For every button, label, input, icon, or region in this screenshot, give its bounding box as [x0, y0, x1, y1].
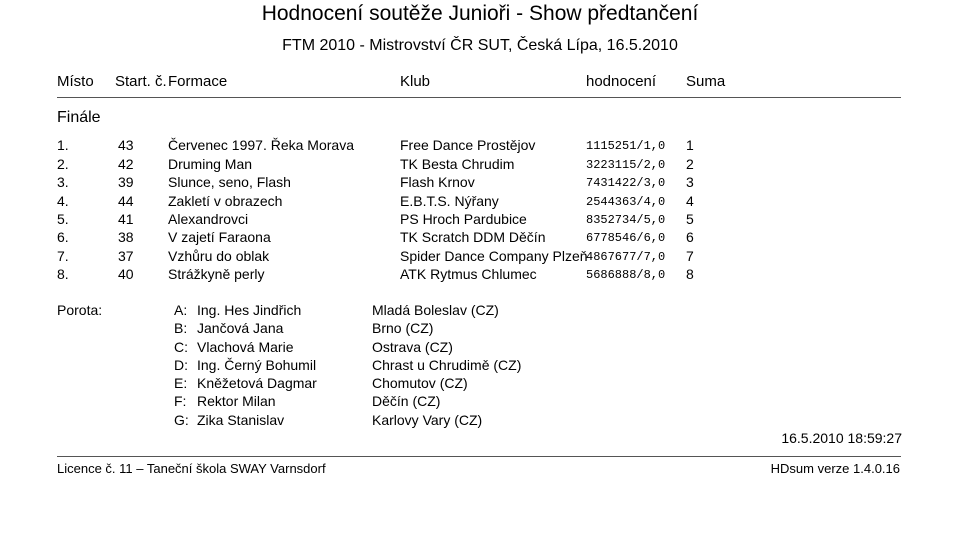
- judge-city: Ostrava (CZ): [372, 339, 453, 355]
- judge-city: Karlovy Vary (CZ): [372, 412, 483, 428]
- sum: 3: [686, 174, 694, 190]
- judge-name: Zika Stanislav: [197, 412, 285, 428]
- scores: 4867677/7,0: [586, 250, 666, 264]
- section-title: Finále: [57, 109, 101, 126]
- club-name: E.B.T.S. Nýřany: [400, 193, 499, 209]
- page-title: Hodnocení soutěže Junioři - Show předtančení: [261, 2, 699, 25]
- formation-name: V zajetí Faraona: [168, 229, 271, 245]
- place: 6.: [57, 229, 69, 245]
- sum: 8: [686, 266, 694, 282]
- start-number: 38: [118, 229, 134, 245]
- judge-row: [0, 320, 960, 339]
- judge-city: Chrast u Chrudimě (CZ): [372, 357, 522, 373]
- formation-name: Alexandrovci: [168, 211, 249, 227]
- judge-letter: G:: [174, 412, 189, 428]
- start-number: 44: [118, 193, 134, 209]
- timestamp: 16.5.2010 18:59:27: [781, 430, 902, 446]
- formation-name: Strážkyně perly: [168, 266, 265, 282]
- sum: 5: [686, 211, 694, 227]
- formation-name: Druming Man: [168, 156, 253, 172]
- start-number: 37: [118, 248, 134, 264]
- place: 3.: [57, 174, 69, 190]
- judge-name: Ing. Černý Bohumil: [197, 357, 317, 373]
- judge-row: [0, 393, 960, 412]
- table-row: [0, 211, 960, 230]
- start-number: 41: [118, 211, 134, 227]
- club-name: ATK Rytmus Chlumec: [400, 266, 537, 282]
- scores: 8352734/5,0: [586, 213, 666, 227]
- sum: 2: [686, 156, 694, 172]
- judge-letter: F:: [174, 393, 187, 409]
- judge-name: Vlachová Marie: [197, 339, 294, 355]
- scores: 2544363/4,0: [586, 195, 666, 209]
- start-number: 42: [118, 156, 134, 172]
- header-hodnoceni: hodnocení: [586, 73, 657, 90]
- judge-row: [0, 375, 960, 394]
- header-formace: Formace: [168, 73, 228, 90]
- table-row: [0, 193, 960, 212]
- club-name: Free Dance Prostějov: [400, 137, 536, 153]
- formation-name: Slunce, seno, Flash: [168, 174, 291, 190]
- header-misto: Místo: [57, 73, 94, 90]
- place: 7.: [57, 248, 69, 264]
- table-row: [0, 156, 960, 175]
- version-text: HDsum verze 1.4.0.16: [770, 461, 900, 476]
- judge-row: [0, 302, 960, 321]
- table-row: [0, 137, 960, 156]
- club-name: Flash Krnov: [400, 174, 475, 190]
- sum: 1: [686, 137, 694, 153]
- club-name: TK Besta Chrudim: [400, 156, 515, 172]
- judge-letter: C:: [174, 339, 188, 355]
- start-number: 39: [118, 174, 134, 190]
- formation-name: Zakletí v obrazech: [168, 193, 283, 209]
- start-number: 40: [118, 266, 134, 282]
- club-name: PS Hroch Pardubice: [400, 211, 527, 227]
- judge-city: Mladá Boleslav (CZ): [372, 302, 499, 318]
- table-row: [0, 174, 960, 193]
- judge-name: Kněžetová Dagmar: [197, 375, 317, 391]
- scores: 1115251/1,0: [586, 139, 666, 153]
- sum: 4: [686, 193, 694, 209]
- judge-letter: D:: [174, 357, 188, 373]
- formation-name: Vzhůru do oblak: [168, 248, 270, 264]
- scores: 7431422/3,0: [586, 176, 666, 190]
- header-start: Start. č.: [115, 73, 167, 90]
- scores: 5686888/8,0: [586, 268, 666, 282]
- header-divider: [57, 97, 901, 98]
- sum: 7: [686, 248, 694, 264]
- judge-letter: B:: [174, 320, 188, 336]
- place: 4.: [57, 193, 69, 209]
- judges-label: Porota:: [57, 302, 103, 318]
- judge-city: Chomutov (CZ): [372, 375, 468, 391]
- footer-divider: [57, 456, 901, 457]
- formation-name: Červenec 1997. Řeka Morava: [168, 137, 354, 153]
- header-klub: Klub: [400, 73, 431, 90]
- table-row: [0, 266, 960, 285]
- place: 5.: [57, 211, 69, 227]
- judge-name: Jančová Jana: [197, 320, 284, 336]
- header-suma: Suma: [686, 73, 726, 90]
- judge-city: Děčín (CZ): [372, 393, 441, 409]
- table-row: [0, 248, 960, 267]
- judge-city: Brno (CZ): [372, 320, 434, 336]
- judge-row: [0, 357, 960, 376]
- scores: 3223115/2,0: [586, 158, 666, 172]
- place: 1.: [57, 137, 69, 153]
- judge-row: [0, 339, 960, 358]
- judge-name: Rektor Milan: [197, 393, 276, 409]
- judge-letter: E:: [174, 375, 188, 391]
- sum: 6: [686, 229, 694, 245]
- place: 8.: [57, 266, 69, 282]
- start-number: 43: [118, 137, 134, 153]
- judge-name: Ing. Hes Jindřich: [197, 302, 302, 318]
- judge-letter: A:: [174, 302, 188, 318]
- licence-text: Licence č. 11 – Taneční škola SWAY Varnsdorf: [57, 461, 326, 476]
- scores: 6778546/6,0: [586, 231, 666, 245]
- place: 2.: [57, 156, 69, 172]
- club-name: TK Scratch DDM Děčín: [400, 229, 546, 245]
- page-subtitle: FTM 2010 - Mistrovství ČR SUT, Česká Lípa, 16.5.2010: [282, 37, 678, 54]
- judge-row: [0, 412, 960, 431]
- table-row: [0, 229, 960, 248]
- club-name: Spider Dance Company Plzeň: [400, 248, 588, 264]
